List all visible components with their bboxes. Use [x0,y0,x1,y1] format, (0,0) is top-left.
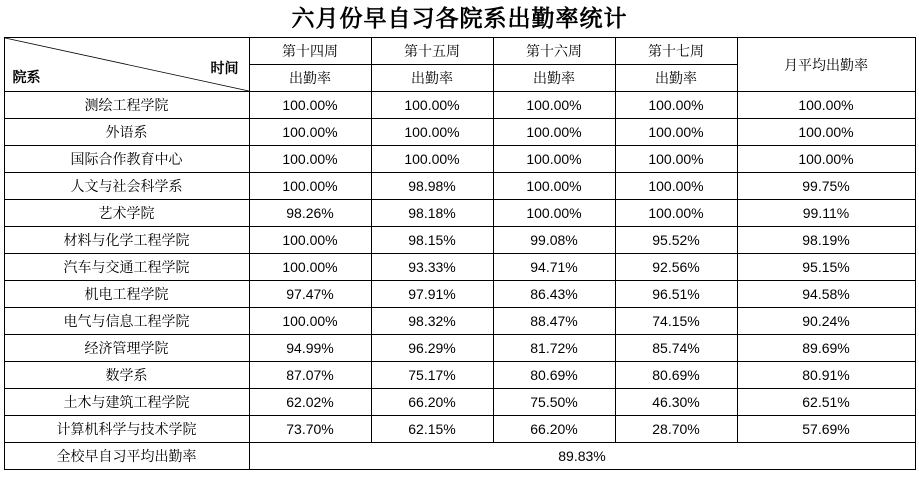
row-average: 90.24% [737,308,915,335]
corner-col-label: 时间 [210,62,239,78]
row-average: 99.11% [737,200,915,227]
row-average: 80.91% [737,362,915,389]
row-week-4: 96.51% [615,281,737,308]
row-week-2: 62.15% [371,416,493,443]
table-row [4,389,915,416]
row-week-3: 100.00% [493,200,615,227]
row-department: 人文与社会科学系 [4,173,249,200]
row-week-2: 98.18% [371,200,493,227]
row-average: 100.00% [737,119,915,146]
row-week-4: 92.56% [615,254,737,281]
row-week-3: 81.72% [493,335,615,362]
row-average: 100.00% [737,92,915,119]
row-average: 99.75% [737,173,915,200]
row-week-3: 88.47% [493,308,615,335]
footer-label: 全校早自习平均出勤率 [4,443,249,470]
row-week-3: 66.20% [493,416,615,443]
table-row [4,335,915,362]
table-row [4,92,915,119]
row-department: 汽车与交通工程学院 [4,254,249,281]
header-monthly-average: 月平均出勤率 [737,38,915,92]
row-average: 62.51% [737,389,915,416]
table-row [4,308,915,335]
table-row [4,362,915,389]
row-average: 94.58% [737,281,915,308]
row-week-1: 94.99% [249,335,371,362]
header-corner-cell [4,38,249,92]
row-week-1: 97.47% [249,281,371,308]
header-sub-week-4: 出勤率 [615,65,737,92]
row-week-1: 100.00% [249,254,371,281]
row-week-1: 87.07% [249,362,371,389]
row-week-2: 100.00% [371,146,493,173]
header-week-1: 第十四周 [249,38,371,65]
row-week-2: 75.17% [371,362,493,389]
row-department: 国际合作教育中心 [4,146,249,173]
row-week-1: 100.00% [249,119,371,146]
table-footer-row [4,443,915,470]
row-week-1: 100.00% [249,308,371,335]
row-average: 100.00% [737,146,915,173]
row-week-4: 46.30% [615,389,737,416]
row-week-1: 62.02% [249,389,371,416]
row-week-3: 100.00% [493,146,615,173]
row-week-3: 94.71% [493,254,615,281]
row-week-1: 100.00% [249,173,371,200]
row-week-3: 99.08% [493,227,615,254]
row-week-2: 98.98% [371,173,493,200]
row-week-4: 100.00% [615,200,737,227]
corner-row-label: 院系 [12,71,41,87]
row-week-3: 100.00% [493,173,615,200]
header-sub-week-2: 出勤率 [371,65,493,92]
row-week-2: 100.00% [371,119,493,146]
row-week-2: 96.29% [371,335,493,362]
table-row [4,227,915,254]
header-sub-week-3: 出勤率 [493,65,615,92]
row-week-1: 73.70% [249,416,371,443]
row-department: 测绘工程学院 [4,92,249,119]
row-average: 57.69% [737,416,915,443]
page-title: 六月份早自习各院系出勤率统计 [291,6,628,31]
row-week-1: 100.00% [249,227,371,254]
row-average: 89.69% [737,335,915,362]
table-row [4,281,915,308]
header-sub-week-1: 出勤率 [249,65,371,92]
row-week-3: 86.43% [493,281,615,308]
row-week-4: 80.69% [615,362,737,389]
row-week-3: 75.50% [493,389,615,416]
row-week-3: 100.00% [493,119,615,146]
row-department: 土木与建筑工程学院 [4,389,249,416]
header-week-3: 第十六周 [493,38,615,65]
table-row [4,200,915,227]
table-row [4,254,915,281]
row-department: 艺术学院 [4,200,249,227]
row-week-4: 100.00% [615,119,737,146]
row-week-1: 100.00% [249,146,371,173]
row-department: 经济管理学院 [4,335,249,362]
row-average: 95.15% [737,254,915,281]
row-week-4: 100.00% [615,146,737,173]
row-week-2: 100.00% [371,92,493,119]
row-department: 机电工程学院 [4,281,249,308]
row-department: 计算机科学与技术学院 [4,416,249,443]
row-department: 电气与信息工程学院 [4,308,249,335]
row-week-1: 98.26% [249,200,371,227]
row-week-4: 74.15% [615,308,737,335]
row-week-3: 100.00% [493,92,615,119]
row-week-4: 100.00% [615,173,737,200]
row-week-2: 66.20% [371,389,493,416]
attendance-table [4,37,916,470]
row-week-2: 98.32% [371,308,493,335]
row-week-3: 80.69% [493,362,615,389]
header-week-2: 第十五周 [371,38,493,65]
header-week-4: 第十七周 [615,38,737,65]
table-header-row-1 [4,38,915,65]
row-department: 外语系 [4,119,249,146]
row-week-4: 28.70% [615,416,737,443]
row-average: 98.19% [737,227,915,254]
footer-value: 89.83% [249,443,915,470]
row-department: 材料与化学工程学院 [4,227,249,254]
table-row [4,119,915,146]
table-row [4,416,915,443]
row-week-4: 95.52% [615,227,737,254]
table-row [4,146,915,173]
row-week-2: 93.33% [371,254,493,281]
row-week-2: 98.15% [371,227,493,254]
table-row [4,173,915,200]
row-department: 数学系 [4,362,249,389]
row-week-1: 100.00% [249,92,371,119]
row-week-4: 85.74% [615,335,737,362]
row-week-2: 97.91% [371,281,493,308]
row-week-4: 100.00% [615,92,737,119]
